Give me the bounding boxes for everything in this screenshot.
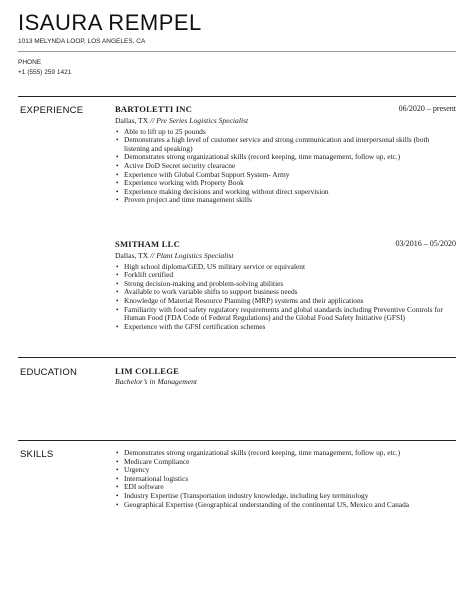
- list-item: • Knowledge of Material Resource Planning (MRP) systems and their applications: [124, 297, 456, 306]
- experience-divider: [18, 96, 456, 97]
- experience-entry: [115, 105, 456, 205]
- skills-entry: [115, 449, 456, 509]
- skills-heading: SKILLS: [20, 449, 54, 460]
- list-item: • Experience working with Property Book: [124, 179, 456, 188]
- candidate-address: 1013 MELYNDA LOOP, LOS ANGELES, CA: [18, 38, 146, 45]
- list-item: • Forklift certified: [124, 271, 456, 280]
- education-divider: [18, 357, 456, 358]
- list-item: • Experience making decisions and working without direct supervision: [124, 188, 456, 197]
- responsibility-list: [115, 263, 456, 332]
- degree: Bachelor’s in Management: [115, 376, 197, 386]
- list-item: • Able to lift up to 25 pounds: [124, 128, 456, 137]
- job-title: Pre Series Logistics Specialist: [156, 116, 249, 125]
- job-location-title: [115, 117, 456, 126]
- education-entry: [115, 367, 456, 386]
- title-separator: //: [150, 116, 155, 125]
- list-item: • International logistics: [124, 475, 456, 484]
- phone-label: PHONE: [18, 59, 42, 66]
- experience-entry-header: [115, 105, 456, 117]
- title-separator: //: [150, 251, 155, 260]
- experience-entry-header: [115, 240, 456, 252]
- list-item: • Experience with Global Combat Support System- Army: [124, 171, 456, 180]
- company-name: SMITHAM LLC: [115, 239, 180, 249]
- list-item: • Active DoD Secret security clearacne: [124, 162, 456, 171]
- list-item: • Geographical Expertise (Geographical understanding of the continental US, Mexico and Canada: [124, 501, 456, 510]
- list-item: • Proven project and time management skills: [124, 196, 456, 205]
- employment-dates: 06/2020 – present: [398, 104, 456, 113]
- list-item: • Medicare Compliance: [124, 458, 456, 467]
- experience-entry: [115, 240, 456, 331]
- list-item: • Experience with the GFSI certification schemes: [124, 323, 456, 332]
- responsibility-list: [115, 128, 456, 205]
- list-item: • Demonstrates strong organizational skills (record keeping, time management, follow up, etc.): [124, 153, 456, 162]
- employment-dates: 03/2016 – 05/2020: [395, 239, 456, 248]
- job-location: Dallas, TX: [115, 251, 149, 260]
- list-item: • Industry Expertise (Transportation industry knowledge, including key terminology: [124, 492, 456, 501]
- list-item: • EDI software: [124, 483, 456, 492]
- header-divider: [18, 51, 456, 52]
- job-location-title: [115, 252, 456, 261]
- list-item: • Strong decision-making and problem-solving abilities: [124, 280, 456, 289]
- job-title: Plant Logistics Specialist: [156, 251, 234, 260]
- skills-divider: [18, 440, 456, 441]
- list-item: • High school diploma/GED, US military service or equivalent: [124, 263, 456, 272]
- education-heading: EDUCATION: [20, 367, 78, 378]
- job-location: Dallas, TX: [115, 116, 149, 125]
- list-item: • Available to work variable shifts to support business needs: [124, 288, 456, 297]
- phone-number: +1 (555) 259 1421: [18, 69, 72, 76]
- skills-list: [115, 449, 456, 509]
- list-item: • Urgency: [124, 466, 456, 475]
- list-item: • Demonstrates strong organizational skills (record keeping, time management, follow up, etc.): [124, 449, 456, 458]
- list-item: • Demonstrates a high level of customer service and strong communication and interpersonal skills (both listening and speaking): [124, 136, 456, 153]
- experience-heading: EXPERIENCE: [20, 105, 84, 116]
- company-name: BARTOLETTI INC: [115, 104, 193, 114]
- school-name: LIM COLLEGE: [115, 366, 180, 376]
- candidate-name: ISAURA REMPEL: [18, 10, 202, 35]
- list-item: • Familiarity with food safety regulatory requirements and global standards including Preventive Controls for Human Food (FDA Code of Federal Regulations) and the Global Food Safety Initiative (GFSI): [124, 306, 456, 323]
